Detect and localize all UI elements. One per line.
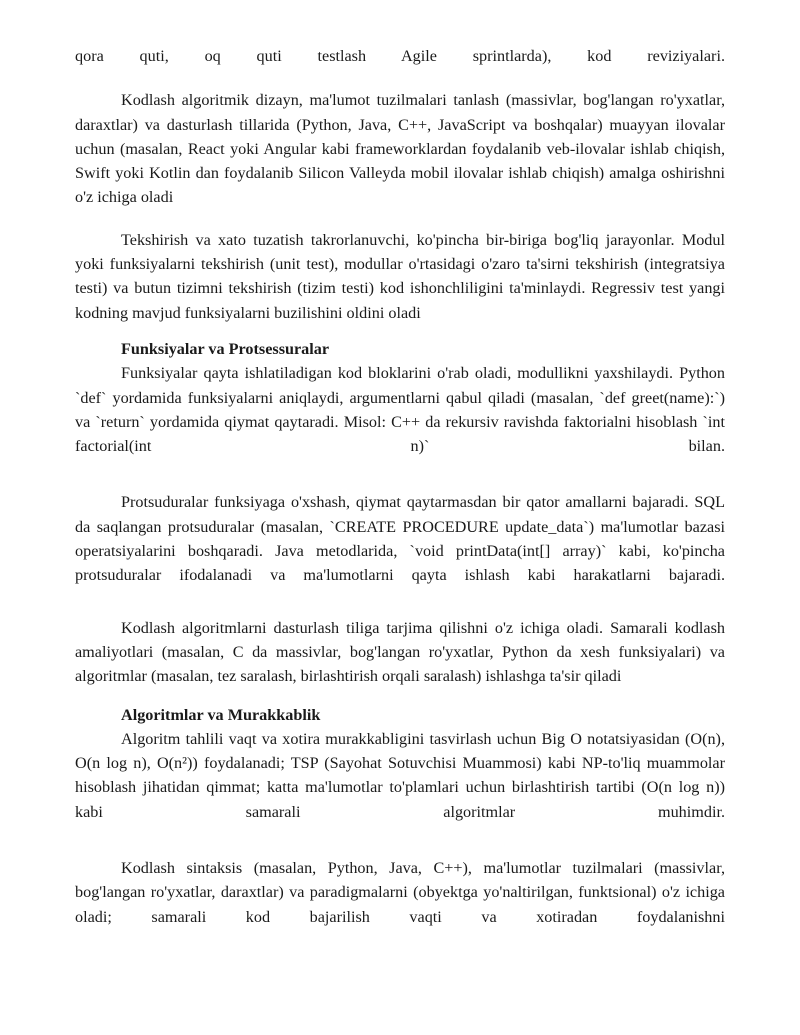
paragraph-translation: Kodlash algoritmlarni dasturlash tiliga tarjima qilishni o'z ichiga oladi. Samarali kodlash amaliyotlari (masalan, C da massivlar, bog'langan ro'yxatlar, Python da xesh funksiyalari) va algoritmlar (masalan, tez saralash, birlashtirish orqali saralash) ishlashga ta'sir qiladi	[75, 618, 725, 686]
paragraph-functions: Funksiyalar qayta ishlatiladigan kod bloklarini o'rab oladi, modullikni yaxshilaydi. Python `def` yordamida funksiyalarni aniqlaydi, argumentlarni qabul qiladi (masalan, `def greet(name):`) va `return` yordamida qiymat qaytaradi. Misol: C++ da rekursiv ravishda faktorialni hisoblash `int factorial(int n)` bilan.	[75, 364, 725, 456]
section-heading-algorithms: Algoritmlar va Murakkablik	[121, 705, 321, 724]
paragraph-algorithms: Algoritm tahlili vaqt va xotira murakkabligini tasvirlash uchun Big O notatsiyasidan (O(n), O(n log n), O(n²)) foydalanadi; TSP (Sayohat Sotuvchisi Muammosi) kabi NP-to'liq muammolar hisoblash jihatidan qimmat; katta ma'lumotlar to'plamlari uchun birlashtirish tartibi (O(n log n)) kabi samarali algoritmlar muhimdir.	[75, 729, 725, 821]
section-heading-functions: Funksiyalar va Protsessuralar	[121, 339, 330, 358]
paragraph-coding-design: Kodlash algoritmik dizayn, ma'lumot tuzilmalari tanlash (massivlar, bog'langan ro'yxatlar, daraxtlar) va dasturlash tillarida (Python, Java, C++, JavaScript va boshqalar) muayyan ilovalar uchun (masalan, React yoki Angular kabi frameworklardan foydalanib veb-ilovalar ishlab chiqish, Swift yoki Kotlin dan foydalanib Silicon Valleyda mobil ilovalar ishlab chiqish) amalga oshirishni o'z ichiga oladi	[75, 91, 725, 207]
document-page	[75, 44, 725, 929]
paragraph-procedures: Protsuduralar funksiyaga o'xshash, qiymat qaytarmasdan bir qator amallarni bajaradi. SQL da saqlangan protsuduralar (masalan, `CREATE PROCEDURE update_data`) ma'lumotlar bazasi operatsiyalarini boshqaradi. Java metodlarida, `void printData(int[] array)` kabi, ko'pincha protsuduralar ifodalanadi va ma'lumotlarni qayta ishlash kabi harakatlarni bajaradi.	[75, 493, 725, 585]
paragraph-syntax: Kodlash sintaksis (masalan, Python, Java, C++), ma'lumotlar tuzilmalari (massivlar, bog'langan ro'yxatlar, daraxtlar) va paradigmalarni (obyektga yo'naltirilgan, funktsional) o'z ichiga oladi; samarali kod bajarilish vaqti va xotiradan foydalanishni	[75, 859, 725, 926]
paragraph-testing: Tekshirish va xato tuzatish takrorlanuvchi, ko'pincha bir-biriga bog'liq jarayonlar. Modul yoki funksiyalarni tekshirish (unit test), modullar o'rtasidagi o'zaro ta'sirni tekshirish (integratsiya testi) va butun tizimni tekshirish (tizim testi) kod ishonchliligini ta'minlaydi. Regressiv test yangi kodning mavjud funksiyalarni buzilishini oldini oladi	[75, 230, 725, 322]
continued-text-line: qora quti, oq quti testlash Agile sprintlarda), kod reviziyalari.	[75, 47, 725, 65]
